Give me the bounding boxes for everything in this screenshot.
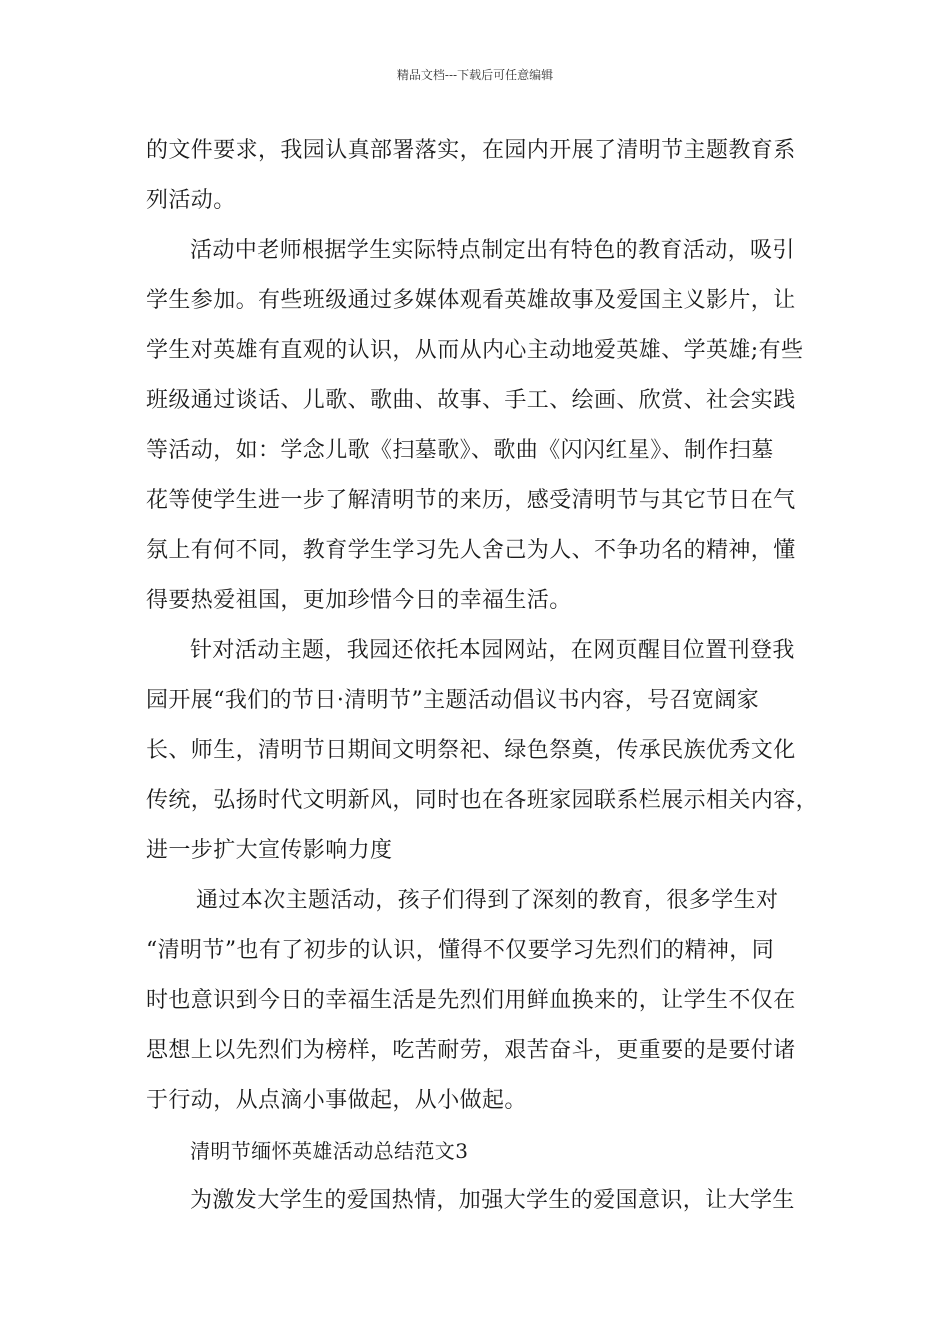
paragraph-first-line: 活动中老师根据学生实际特点制定出有特色的教育活动，吸引 xyxy=(190,238,795,263)
text-line: 长、师生，清明节日期间文明祭祀、绿色祭奠，传承民族优秀文化 xyxy=(146,738,796,763)
paragraph-first-line: 为激发大学生的爱国热情，加强大学生的爱国意识，让大学生 xyxy=(190,1188,795,1213)
text-line: 园开展“我们的节日·清明节”主题活动倡议书内容，号召宽阔家 xyxy=(146,688,760,713)
paragraph-first-line: 针对活动主题，我园还依托本园网站，在网页醒目位置刊登我 xyxy=(190,638,795,663)
text-line: 思想上以先烈们为榜样，吃苦耐劳，艰苦奋斗，更重要的是要付诸 xyxy=(146,1038,796,1063)
text-line: 得要热爱祖国，更加珍惜今日的幸福生活。 xyxy=(146,588,572,613)
text-line: 列活动。 xyxy=(146,188,236,213)
text-line: 时也意识到今日的幸福生活是先烈们用鲜血换来的，让学生不仅在 xyxy=(146,988,796,1013)
text-line: 的文件要求，我园认真部署落实，在园内开展了清明节主题教育系 xyxy=(146,138,796,163)
text-line: 进一步扩大宣传影响力度 xyxy=(146,838,393,863)
text-line: 学生对英雄有直观的认识，从而从内心主动地爱英雄、学英雄;有些 xyxy=(146,338,804,363)
text-line: 于行动，从点滴小事做起，从小做起。 xyxy=(146,1088,527,1113)
text-line: 传统，弘扬时代文明新风，同时也在各班家园联系栏展示相关内容， xyxy=(146,788,819,813)
text-line: 等活动，如：学念儿歌《扫墓歌》、歌曲《闪闪红星》、制作扫墓 xyxy=(146,438,774,463)
text-line: “清明节”也有了初步的认识，懂得不仅要学习先烈们的精神，同 xyxy=(146,938,775,963)
text-line: 花等使学生进一步了解清明节的来历，感受清明节与其它节日在气 xyxy=(146,488,796,513)
text-line: 氛上有何不同，教育学生学习先人舍己为人、不争功名的精神，懂 xyxy=(146,538,796,563)
text-line: 学生参加。有些班级通过多媒体观看英雄故事及爱国主义影片，让 xyxy=(146,288,796,313)
section-heading: 清明节缅怀英雄活动总结范文3 xyxy=(190,1139,469,1163)
paragraph-first-line: 通过本次主题活动，孩子们得到了深刻的教育，很多学生对 xyxy=(196,888,779,913)
text-line: 班级通过谈话、儿歌、歌曲、故事、手工、绘画、欣赏、社会实践 xyxy=(146,388,796,413)
page-header: 精品文档---下载后可任意编辑 xyxy=(396,68,554,82)
